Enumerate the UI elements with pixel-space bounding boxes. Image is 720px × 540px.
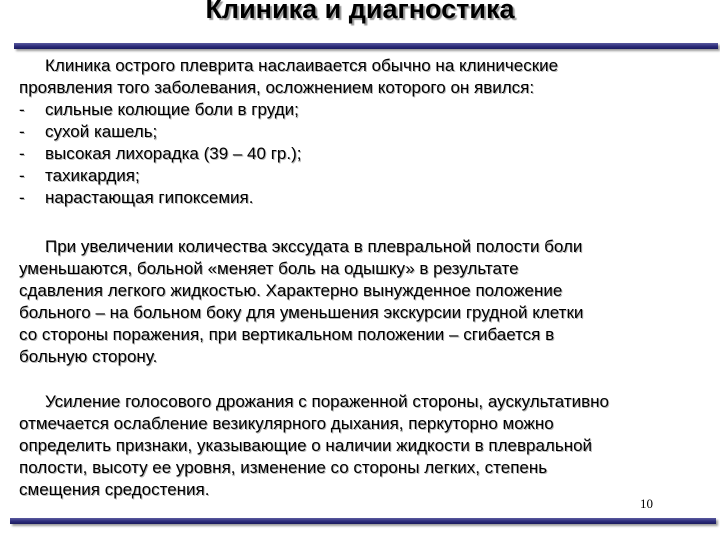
paragraph-auscultation: [19, 391, 715, 501]
list-item: [19, 121, 715, 143]
text-line: определить признаки, указывающие о наличии жидкости в плевральной: [19, 436, 593, 455]
text-line: со стороны поражения, при вертикальном положении – сгибается в: [19, 325, 555, 344]
bullet-dash: -: [19, 166, 25, 185]
text-line: сдавления легкого жидкостью. Характерно вынужденное положение: [19, 281, 563, 300]
list-item: [19, 99, 715, 121]
text-line: отмечается ослабление везикулярного дыхания, перкуторно можно: [19, 414, 554, 433]
list-item: [19, 187, 715, 209]
text-line: При увеличении количества экссудата в плевральной полости боли: [45, 237, 583, 256]
bullet-dash: -: [19, 100, 25, 119]
paragraph-clinical-signs: [19, 55, 715, 209]
text-line: больную сторону.: [19, 347, 158, 366]
paragraph-exudate: [19, 236, 715, 368]
text-line: Клиника острого плеврита наслаивается обычно на клинические: [45, 56, 559, 75]
list-item-text: сильные колющие боли в груди;: [45, 100, 299, 119]
page-number: 10: [640, 496, 653, 511]
list-item-text: сухой кашель;: [45, 122, 158, 141]
title-divider: [14, 43, 718, 49]
bullet-dash: -: [19, 144, 25, 163]
list-item-text: тахикардия;: [45, 166, 140, 185]
bullet-dash: -: [19, 188, 25, 207]
list-item: [19, 165, 715, 187]
footer-divider: [10, 518, 716, 524]
slide-title: Клиника и диагностика: [205, 0, 515, 24]
text-line: полости, высоту ее уровня, изменение со стороны легких, степень: [19, 458, 548, 477]
text-line: Усиление голосового дрожания с пораженной стороны, аускультативно: [45, 392, 609, 411]
text-line: проявления того заболевания, осложнением которого он явился:: [19, 78, 535, 97]
bullet-dash: -: [19, 122, 25, 141]
text-line: уменьшаются, больной «меняет боль на одышку» в результате: [19, 259, 519, 278]
text-line: больного – на больном боку для уменьшения экскурсии грудной клетки: [19, 303, 584, 322]
list-item-text: высокая лихорадка (39 – 40 гр.);: [45, 144, 302, 163]
text-line: смещения средостения.: [19, 480, 210, 499]
list-item-text: нарастающая гипоксемия.: [45, 188, 254, 207]
list-item: [19, 143, 715, 165]
